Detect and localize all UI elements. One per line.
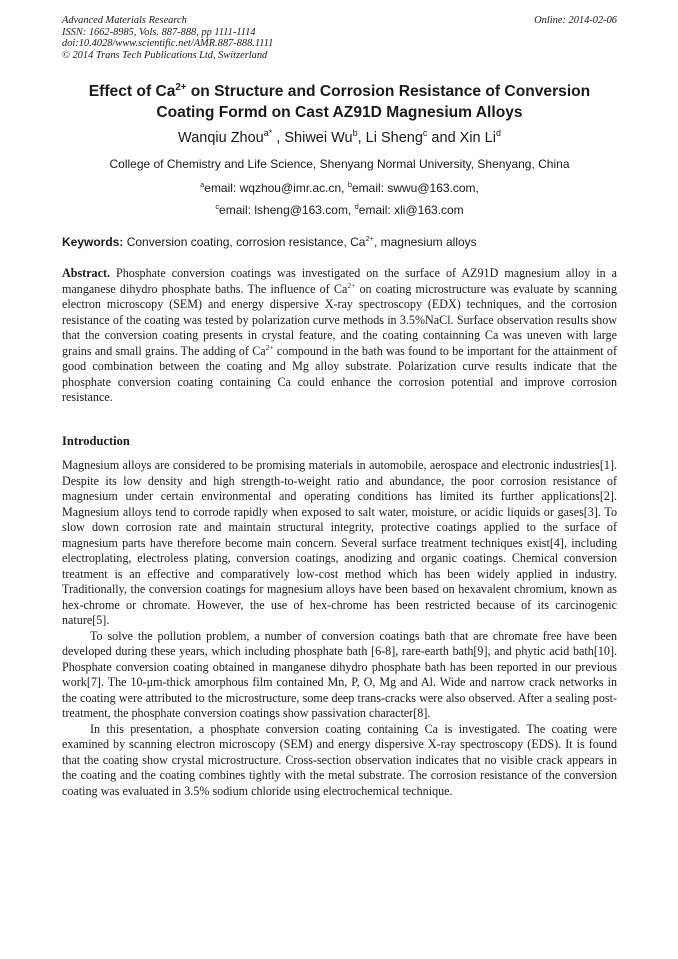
author-list — [62, 128, 617, 148]
paragraph: Magnesium alloys are considered to be promising materials in automobile, aerospace and electronic industries[1]. Despite its low density and high strength-to-weight ratio and abundance, the poor corrosion resistance of magnesium under certain environmental and operating conditions has limited its further applications[2]. Magnesium alloys tend to corrode rapidly when exposed to salt water, moisture, or acidic liquids or gases[3]. To slow down corrosion rate and maintain structural integrity, protective coatings applied to the surface of magnesium parts have therefore become main concern. Several surface treatment techniques exist[4], including electroplating, electroless plating, conversion coatings, anodizing and organic coatings. Chemical conversion treatment is an effective and comparatively low-cost method which has been widely applied in industry. Traditionally, the conversion coatings for magnesium alloys have been based on hexavalent chromium, known as hex-chrome or chromate. However, the use of hex-chrome has been restricted because of its carcinogenic nature[5]. — [62, 458, 617, 627]
abstract-superscript: 2+ — [347, 280, 356, 290]
journal-header — [62, 15, 617, 61]
email-mark: d — [354, 202, 359, 211]
author-name: Wanqiu Zhou — [178, 130, 264, 146]
author-separator: , — [357, 130, 366, 146]
keywords-text: , magnesium alloys — [373, 235, 477, 249]
author-affil-mark: b — [352, 128, 358, 139]
author-name: Shiwei Wu — [284, 130, 353, 146]
author-separator: , — [272, 130, 285, 146]
email-mark: c — [215, 202, 220, 211]
author-affil-mark: a* — [263, 128, 273, 139]
section-heading-introduction: Introduction — [62, 434, 130, 448]
email-d[interactable]: email: xli@163.com — [358, 203, 464, 217]
author-affil-mark: c — [422, 128, 428, 139]
email-line-2 — [62, 199, 617, 221]
email-b[interactable]: email: swwu@163.com, — [351, 181, 479, 195]
keywords-superscript: 2+ — [365, 234, 374, 243]
author-name: Li Sheng — [365, 130, 423, 146]
abstract — [62, 266, 617, 406]
journal-name: Advanced Materials Research — [62, 15, 187, 26]
paragraph: In this presentation, a phosphate conversion coating containing Ca is investigated. The coating were examined by scanning electron microscopy (SEM) and energy dispersive X-ray spectroscopy (EDS). It is found that the coating show crystal microstructure. Cross-section observation indicates that no visible crack appears in the coating and the coating combines tightly with the metal substrate. The corrosion resistance of the conversion coating was evaluated in 3.5% sodium chloride using electrochemical technique. — [62, 721, 617, 798]
author-name: Xin Li — [459, 130, 496, 146]
keywords-label: Keywords: — [62, 235, 124, 249]
doi-line: doi:10.4028/www.scientific.net/AMR.887-888.1111 — [62, 38, 274, 50]
author-affil-mark: d — [495, 128, 501, 139]
abstract-text: Phosphate conversion coatings was investigated on the surface of AZ91D magnesium alloy in a manganese dihydro phosphate baths. The influence of Ca — [62, 266, 617, 296]
abstract-superscript: 2+ — [265, 342, 274, 352]
email-mark: b — [347, 180, 352, 189]
copyright-line: © 2014 Trans Tech Publications Ltd, Switzerland — [62, 49, 268, 61]
paragraph: To solve the pollution problem, a number of conversion coatings bath that are chromate free have been developed during these years, which including phosphate bath [6-8], rare-earth bath[9], and phytic acid bath[10]. Phosphate conversion coating obtained in manganese dihydro phosphate bath has been reported in our previous work[7]. The 10-μm-thick amorphous film contained Mn, P, O, Mg and Al. Wide and narrow crack networks in the coating were attributed to the microstructure, some deep trans-cracks were also observed. After a sealing post-treatment, the phosphate conversion coatings show passivation character[8]. — [62, 628, 617, 720]
email-block — [62, 177, 617, 221]
keywords-text: Conversion coating, corrosion resistance, Ca — [123, 235, 366, 249]
email-line-1 — [62, 177, 617, 199]
author-separator: and — [427, 130, 460, 146]
affiliation: College of Chemistry and Life Science, Shenyang Normal University, Shenyang, China — [109, 157, 570, 171]
paper-title — [62, 81, 617, 123]
title-line-1 — [62, 81, 617, 102]
abstract-text: compound in the bath was found to be important for the attainment of good combination between the coating and Mg alloy substrate. Polarization curve results indicate that the phosphate conversion coating containing Ca could enhance the corrosion potential and improve corrosion resistance. — [62, 343, 617, 404]
title-superscript: 2+ — [175, 81, 187, 93]
keywords — [62, 234, 617, 250]
title-text: on Structure and Corrosion Resistance of Conversion — [186, 83, 591, 100]
title-text: Effect of Ca — [88, 83, 176, 100]
email-mark: a — [200, 180, 205, 189]
email-c[interactable]: email: lsheng@163.com, — [219, 203, 355, 217]
abstract-text: on coating microstructure was evaluate by scanning electron microscopy (SEM) and energy dispersive X-ray spectroscopy (EDX) techniques, and the corrosion resistance of the coating was tested by polarization curve methods in 3.5%NaCl. Surface observation results show that the conversion coating presents in crystal feature, and the coating containning Ca was uneven with large grains and small grains. The adding of Ca — [62, 281, 617, 358]
abstract-label: Abstract. — [62, 266, 111, 280]
issn-line: ISSN: 1662-8985, Vols. 887-888, pp 1111-1114 — [62, 26, 256, 38]
introduction-body — [62, 458, 617, 799]
title-line-2: Coating Formd on Cast AZ91D Magnesium Alloys — [156, 104, 523, 121]
online-date: Online: 2014-02-06 — [534, 15, 617, 26]
email-a[interactable]: email: wqzhou@imr.ac.cn, — [204, 181, 348, 195]
